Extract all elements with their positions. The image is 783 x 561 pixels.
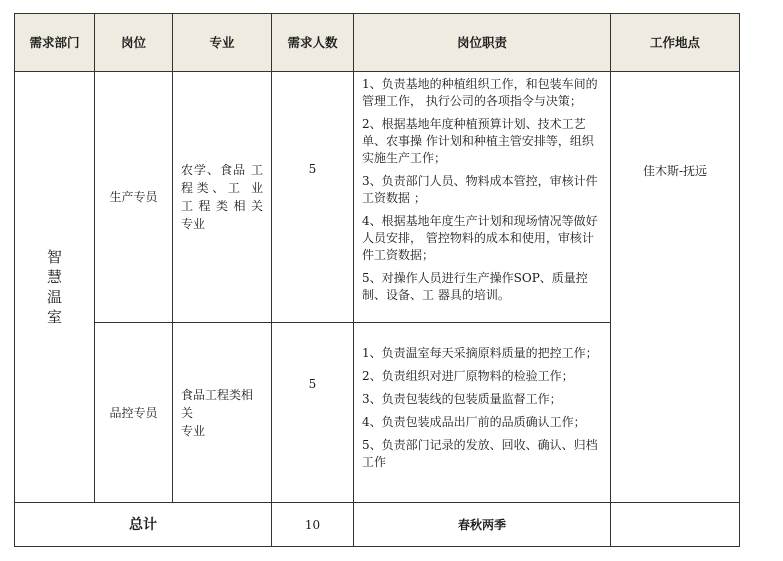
major-line: 工程类相关: [181, 199, 263, 213]
department-char: 智: [46, 248, 62, 266]
header-location: 工作地点: [611, 14, 740, 72]
total-label: 总计: [15, 503, 272, 547]
total-empty-cell: [611, 503, 740, 547]
major-line: 专业: [181, 423, 206, 438]
duties-cell: [354, 323, 611, 503]
header-major: 专业: [173, 14, 272, 72]
location-cell: 佳木斯-抚远: [611, 72, 740, 503]
department-cell: [15, 72, 95, 503]
department-char: 温: [46, 288, 62, 306]
duty-item: 3、负责部门人员、物料成本管控，审核计件工资数据 ；: [362, 174, 598, 205]
major-line: 食品工程类相关: [181, 387, 254, 420]
duty-item: 1、负责温室每天采摘原料质量的把控工作；: [362, 346, 598, 360]
recruitment-table: [14, 13, 740, 547]
major-line: 程类、工 业: [181, 181, 263, 195]
duty-item: 1、负责基地的种植组织工作，和包装车间的管理工作， 执行公司的各项指令与决策；: [362, 77, 598, 108]
header-position: 岗位: [95, 14, 173, 72]
header-duties: 岗位职责: [354, 14, 611, 72]
major-cell: [173, 323, 272, 503]
season-note: 春秋两季: [354, 503, 611, 547]
headcount-cell: 5: [272, 72, 354, 323]
headcount-cell: 5: [272, 323, 354, 503]
duty-item: 2、负责组织对进厂原物料的检验工作；: [362, 369, 574, 383]
duties-cell: [354, 72, 611, 323]
header-headcount: 需求人数: [272, 14, 354, 72]
major-line: 农学、食品 工: [181, 163, 263, 177]
header-dept: 需求部门: [15, 14, 95, 72]
major-line: 专业: [181, 217, 206, 231]
department-char: 室: [46, 308, 62, 326]
duty-item: 5、负责部门记录的发放、回收、确认、归档工作: [362, 438, 598, 469]
duty-item: 4、根据基地年度生产计划和现场情况等做好人员安排， 管控物料的成本和使用，审核计件工资数据；: [362, 214, 598, 262]
department-char: 慧: [46, 268, 62, 286]
total-headcount: 10: [272, 503, 354, 547]
header-row: [15, 14, 740, 72]
duty-item: 2、根据基地年度种植预算计划、技术工艺单、农事操 作计划和种植主管安排等，组织实施生产工作；: [362, 117, 594, 165]
table-row: [15, 72, 740, 323]
major-cell: [173, 72, 272, 323]
duty-item: 4、负责包装成品出厂前的品质确认工作；: [362, 415, 586, 429]
position-cell: 生产专员: [95, 72, 173, 323]
duty-item: 5、对操作人员进行生产操作SOP、质量控制、设备、工 器具的培训。: [362, 271, 588, 302]
total-row: [15, 503, 740, 547]
position-cell: 品控专员: [95, 323, 173, 503]
duty-item: 3、负责包装线的包装质量监督工作；: [362, 392, 562, 406]
